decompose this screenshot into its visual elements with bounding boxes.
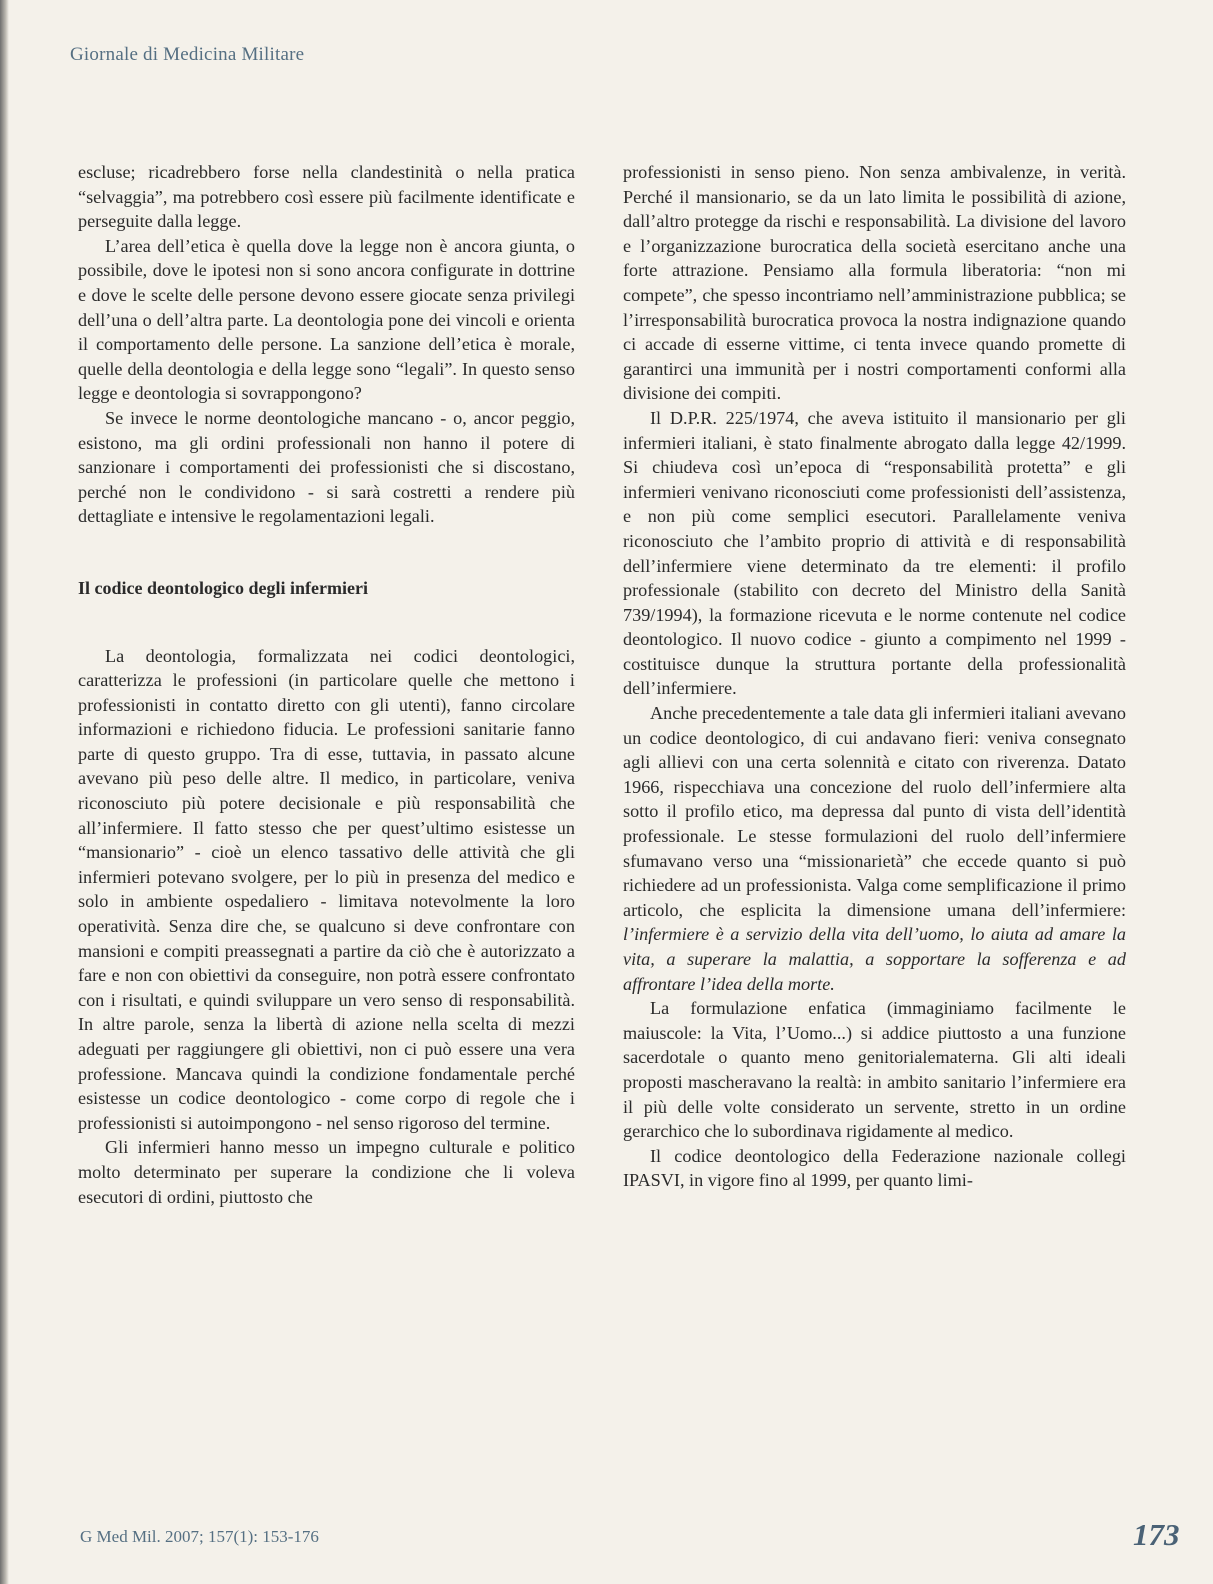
- quoted-article: l’infermiere è a servizio della vita dell’uomo, lo aiuta ad amare la vita, a superare la malattia, a sopportare la sofferenza e ad affrontare l’idea della morte.: [623, 924, 1126, 994]
- right-column: [623, 160, 1126, 1193]
- paragraph: professionisti in senso pieno. Non senza ambivalenze, in verità. Perché il mansionario, se da un lato limita le possibilità di azione, dall’altro protegge da rischi e responsabilità. La divisione del lavoro e l’organizzazione burocratica della società esercitano anche una forte attrazione. Pensiamo alla formula liberatoria: “non mi compete”, che spesso incontriamo nell’amministrazione pubblica; se l’irresponsabilità burocratica provoca la nostra indignazione quando ci accade di esserne vittime, ci tenta invece quando promette di garantirci una immunità per i nostri comportamenti conformi alla divisione dei compiti.: [623, 162, 1126, 404]
- paragraph: La formulazione enfatica (immaginiamo facilmente le maiuscole: la Vita, l’Uomo...) si addice piuttosto a una funzione sacerdotale o quanto meno genitorialematerna. Gli alti ideali proposti mascheravano la realtà: in ambito sanitario l’infermiere era il più delle volte considerato un servente, stretto in un ordine gerarchico che lo subordinava rigidamente al medico.: [623, 998, 1126, 1142]
- paragraph: Il codice deontologico della Federazione nazionale collegi IPASVI, in vigore fino al 1999, per quanto limi-: [623, 1145, 1126, 1191]
- paragraph: La deontologia, formalizzata nei codici deontologici, caratterizza le professioni (in particolare quelle che mettono i professionisti in contatto diretto con gli utenti), fanno circolare informazioni e richiedono fiducia. Le professioni sanitarie fanno parte di questo gruppo. Tra di esse, tuttavia, in passato alcune avevano più peso delle altre. Il medico, in particolare, veniva riconosciuto più potere decisionale e più responsabilità che all’infermiere. Il fatto stesso che per quest’ultimo esistesse un “mansionario” - cioè un elenco tassativo delle attività che gli infermieri potevano svolgere, per lo più in presenza del medico e solo in ambiente ospedaliero - limitava notevolmente la loro operatività. Senza dire che, se qualcuno si deve confrontare con mansioni e compiti preassegnati a partire da ciò che è autorizzato a fare e non con obiettivi da conseguire, non potrà essere confrontato con i risultati, e quindi sviluppare un vero senso di responsabilità. In altre parole, senza la libertà di azione nella scelta di mezzi adeguati per raggiungere gli obiettivi, non ci può essere una vera professione. Mancava quindi la condizione fondamentale perché esistesse un codice deontologico - come corpo di regole che i professionisti si autoimpongono - nel senso rigoroso del termine.: [78, 645, 575, 1133]
- journal-title: Giornale di Medicina Militare: [70, 44, 305, 65]
- left-column: [78, 160, 575, 1209]
- paragraph: escluse; ricadrebbero forse nella clandestinità o nella pratica “selvaggia”, ma potrebbero così essere più facilmente identificate e perseguite dalla legge.: [78, 162, 575, 232]
- paragraph: Se invece le norme deontologiche mancano - o, ancor peggio, esistono, ma gli ordini professionali non hanno il potere di sanzionare i comportamenti dei professionisti che si discostano, perché non le condividono - si sarà costretti a rendere più dettagliate e intensive le regolamentazioni legali.: [78, 407, 575, 527]
- footer-citation: G Med Mil. 2007; 157(1): 153-176: [80, 1527, 319, 1546]
- paragraph: L’area dell’etica è quella dove la legge non è ancora giunta, o possibile, dove le ipotesi non si sono ancora configurate in dottrine e dove le scelte delle persone devono essere giocate senza privilegi dell’una o dell’altra parte. La deontologia pone dei vincoli e orienta il comportamento delle persone. La sanzione dell’etica è morale, quelle della deontologia e della legge sono “legali”. In questo senso legge e deontologia si sovrappongono?: [78, 235, 575, 404]
- paragraph-text: Anche precedentemente a tale data gli infermieri italiani avevano un codice deontologico, di cui andavano fieri: veniva consegnato agli allievi con una certa solennità e citato con riverenza. Datato 1966, rispecchiava una concezione del ruolo dell’infermiere alta sotto il profilo etico, ma depressa dal punto di vista dell’identità professionale. Le stesse formulazioni del ruolo dell’infermiere sfumavano verso una “missionarietà” che eccede quanto si può richiedere ad un professionista. Valga come semplificazione il primo articolo, che esplicita la dimensione umana dell’infermiere:: [623, 703, 1126, 920]
- page-number: 173: [1133, 1517, 1180, 1552]
- paragraph: Gli infermieri hanno messo un impegno culturale e politico molto determinato per superare la condizione che li voleva esecutori di ordini, piuttosto che: [78, 1137, 575, 1207]
- binding-shadow: [0, 0, 9, 1584]
- paragraph: [623, 701, 1126, 996]
- paragraph: Il D.P.R. 225/1974, che aveva istituito il mansionario per gli infermieri italiani, è stato finalmente abrogato dalla legge 42/1999. Si chiudeva così un’epoca di “responsabilità protetta” e gli infermieri venivano riconosciuti come professionisti dell’assistenza, e non più come semplici esecutori. Parallelamente veniva riconosciuto che l’ambito proprio di attività e di responsabilità dell’infermiere viene determinato da tre elementi: il profilo professionale (stabilito con decreto del Ministro della Sanità 739/1994), la formazione ricevuta e le norme contenute nel codice deontologico. Il nuovo codice - giunto a compimento nel 1999 - costituisce dunque la struttura portante della professionalità dell’infermiere.: [623, 407, 1126, 699]
- section-heading: Il codice deontologico degli infermieri: [78, 577, 368, 598]
